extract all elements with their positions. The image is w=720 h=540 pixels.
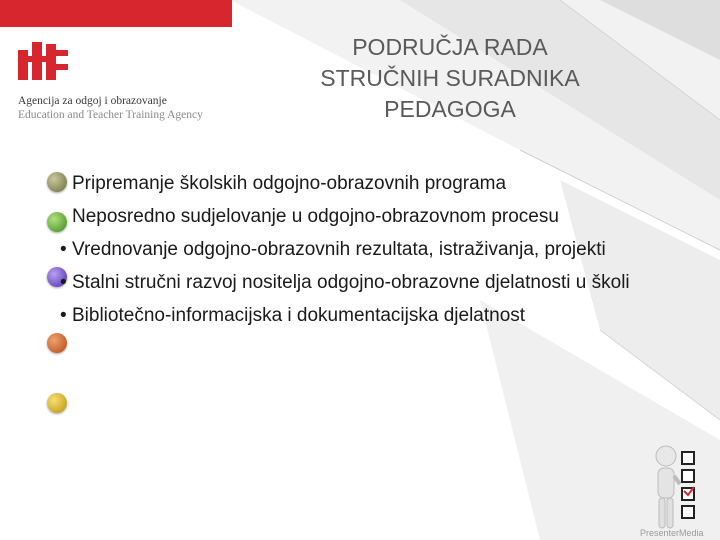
bullet-dot-icon: •: [60, 239, 67, 260]
bullet-list: [58, 172, 708, 337]
bullet-dot-icon: •: [60, 272, 67, 293]
bullet-item: • Bibliotečno-informacijska i dokumentacijska djelatnost: [60, 305, 526, 326]
bullet-item: Neposredno sudjelovanje u odgojno-obrazovnom procesu: [72, 206, 559, 227]
brand-bar: [0, 0, 232, 27]
bullet-item: Pripremanje školskih odgojno-obrazovnih programa: [72, 173, 507, 194]
checklist-figure-icon: [648, 442, 700, 534]
organization-name-hr: Agencija za odgoj i obrazovanje: [18, 95, 167, 107]
bullet-dot-icon: •: [60, 305, 67, 326]
title-line-2: STRUČNIH SURADNIKA: [320, 65, 580, 91]
slide-title: [270, 32, 630, 125]
bullet-item: • Vrednovanje odgojno-obrazovnih rezultata, istraživanja, projekti: [60, 239, 606, 260]
watermark: PresenterMedia: [640, 528, 704, 538]
bullet-ball-icon: [47, 393, 67, 413]
bullet-item: • Stalni stručni razvoj nositelja odgojno-obrazovne djelatnosti u školi: [60, 272, 630, 293]
title-line-3: PEDAGOGA: [384, 96, 516, 122]
organization-name-en: Education and Teacher Training Agency: [18, 109, 203, 121]
agency-logo: [14, 40, 72, 84]
title-line-1: PODRUČJA RADA: [352, 34, 548, 60]
